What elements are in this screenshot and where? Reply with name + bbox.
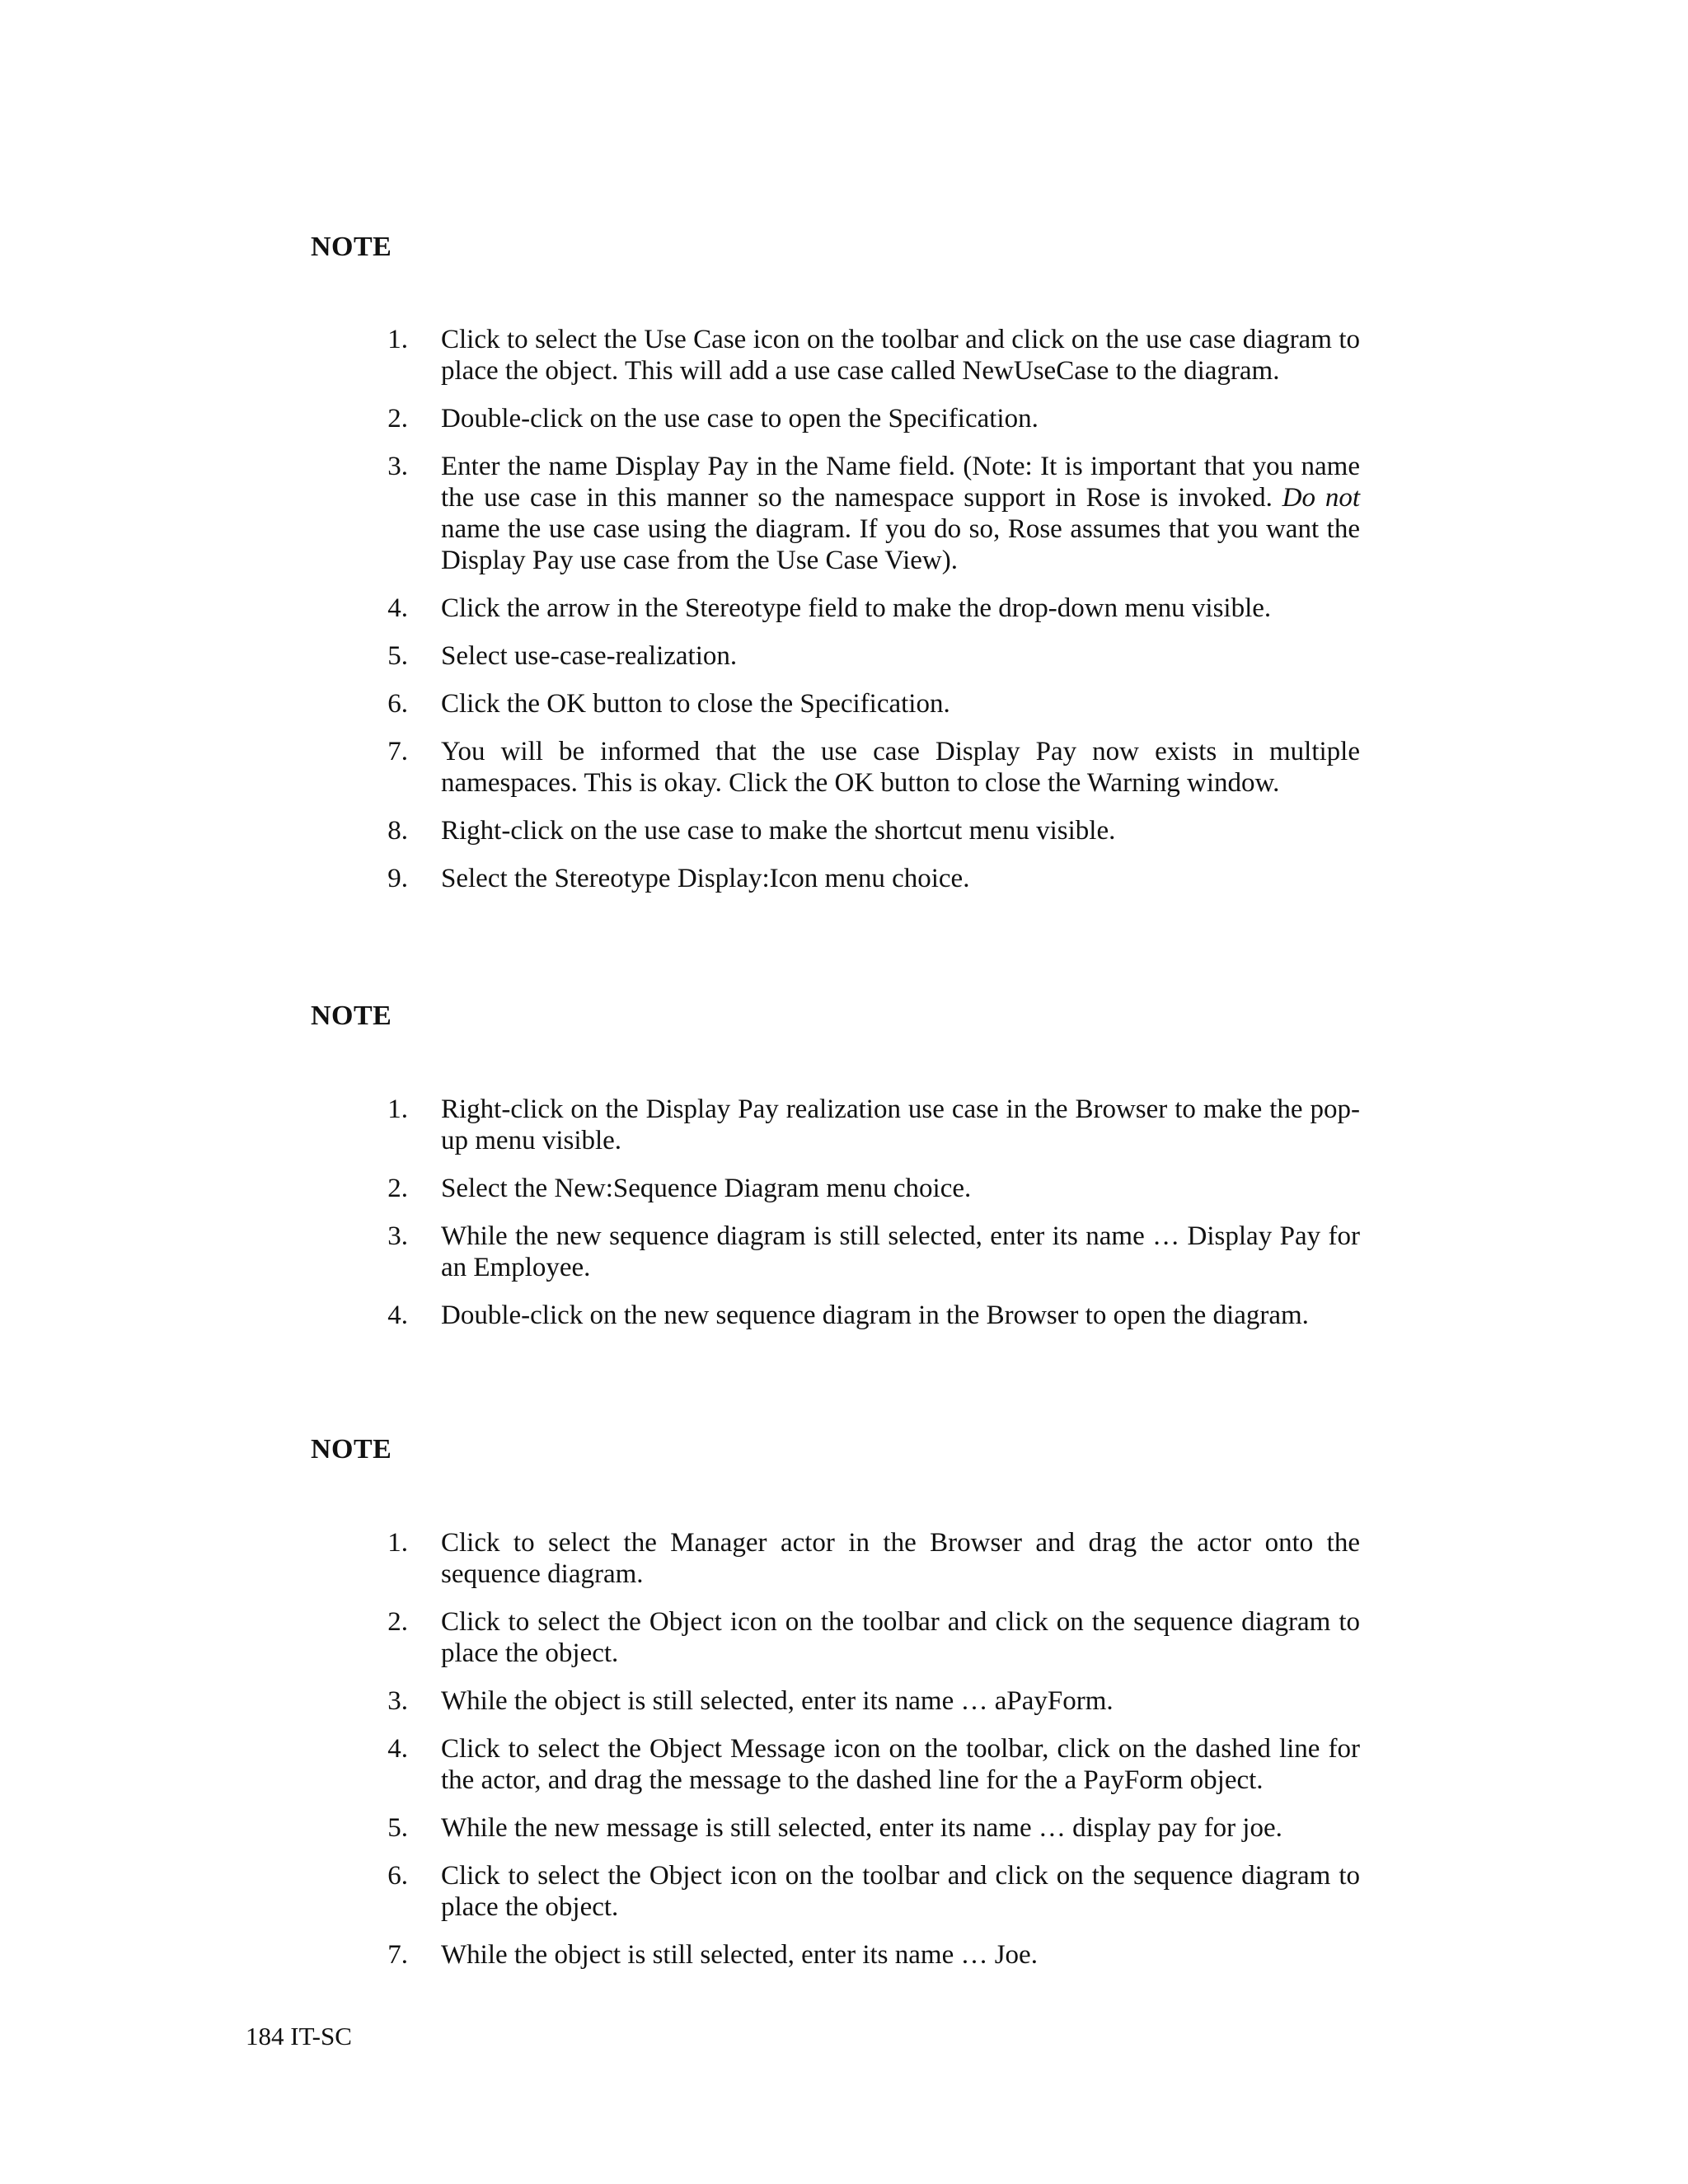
list-item bbox=[354, 324, 1360, 387]
list-item bbox=[354, 1221, 1360, 1283]
step-number: 3 . bbox=[354, 1685, 408, 1717]
step-text bbox=[441, 451, 1360, 576]
step-number: 4 . bbox=[354, 1300, 408, 1331]
step-text: Right-click on the Display Pay realization use case in the Browser to make the pop-up menu visible. bbox=[441, 1094, 1360, 1155]
step-number: 8 . bbox=[354, 815, 408, 846]
instruction-list bbox=[354, 1094, 1360, 1331]
list-item bbox=[354, 815, 1360, 846]
step-number: 6 . bbox=[354, 688, 408, 719]
list-item bbox=[354, 1939, 1360, 1971]
step-number: 2 . bbox=[354, 1173, 408, 1204]
list-item bbox=[354, 1860, 1360, 1923]
instruction-list bbox=[354, 1527, 1360, 1971]
note-heading: NOTE bbox=[311, 1434, 392, 1465]
step-number: 9 . bbox=[354, 863, 408, 894]
step-number: 4 . bbox=[354, 593, 408, 624]
list-item bbox=[354, 1733, 1360, 1796]
step-text: Right-click on the use case to make the shortcut menu visible. bbox=[441, 816, 1116, 846]
list-item bbox=[354, 1300, 1360, 1331]
list-item bbox=[354, 1094, 1360, 1156]
list-item bbox=[354, 1685, 1360, 1717]
step-text: You will be informed that the use case Display Pay now exists in multiple namespaces. This is okay. Click the OK button to close the Warning window. bbox=[441, 737, 1360, 798]
step-text: Click to select the Object Message icon on the toolbar, click on the dashed line for the actor, and drag the message to the dashed line for the a PayForm object. bbox=[441, 1734, 1360, 1795]
step-text: Click the arrow in the Stereotype field to make the drop-down menu visible. bbox=[441, 593, 1272, 623]
step-number: 2 . bbox=[354, 1606, 408, 1638]
step-text-part: name the use case using the diagram. If you do so, Rose assumes that you want the Display Pay use case from the Use Case View). bbox=[441, 514, 1360, 575]
list-item bbox=[354, 1606, 1360, 1669]
step-number: 5 . bbox=[354, 640, 408, 672]
list-item bbox=[354, 1527, 1360, 1590]
step-text: Double-click on the use case to open the Specification. bbox=[441, 404, 1039, 434]
step-number: 4 . bbox=[354, 1733, 408, 1765]
step-number: 2 . bbox=[354, 403, 408, 434]
step-text: While the object is still selected, enter its name … Joe. bbox=[441, 1940, 1038, 1970]
step-text: Click to select the Use Case icon on the toolbar and click on the use case diagram to place the object. This will add a use case called NewUseCase to the diagram. bbox=[441, 325, 1360, 386]
step-number: 1 . bbox=[354, 1527, 408, 1558]
list-item bbox=[354, 863, 1360, 894]
emphasis-text: Do not bbox=[1282, 483, 1361, 513]
step-text: While the new message is still selected, enter its name … display pay for joe. bbox=[441, 1813, 1282, 1843]
instruction-list bbox=[354, 324, 1360, 894]
step-number: 1 . bbox=[354, 1094, 408, 1125]
step-text: While the new sequence diagram is still selected, enter its name … Display Pay for an Employee. bbox=[441, 1221, 1360, 1282]
list-item bbox=[354, 1173, 1360, 1204]
step-number: 7 . bbox=[354, 736, 408, 767]
step-text: Click to select the Object icon on the toolbar and click on the sequence diagram to place the object. bbox=[441, 1607, 1360, 1668]
list-item bbox=[354, 640, 1360, 672]
note-heading: NOTE bbox=[311, 1001, 392, 1031]
step-text: Select use-case-realization. bbox=[441, 641, 738, 671]
list-item bbox=[354, 403, 1360, 434]
step-text: Double-click on the new sequence diagram in the Browser to open the diagram. bbox=[441, 1301, 1309, 1330]
list-item bbox=[354, 1812, 1360, 1844]
step-text: While the object is still selected, enter its name … aPayForm. bbox=[441, 1686, 1114, 1716]
step-number: 6 . bbox=[354, 1860, 408, 1891]
step-text: Click the OK button to close the Specification. bbox=[441, 689, 950, 719]
note-heading: NOTE bbox=[311, 232, 392, 262]
list-item bbox=[354, 451, 1360, 576]
step-number: 3 . bbox=[354, 451, 408, 482]
step-number: 5 . bbox=[354, 1812, 408, 1844]
list-item bbox=[354, 688, 1360, 719]
step-number: 7 . bbox=[354, 1939, 408, 1971]
step-text: Select the Stereotype Display:Icon menu choice. bbox=[441, 864, 970, 893]
page-footer: 184 IT-SC bbox=[246, 2022, 352, 2050]
step-text: Click to select the Manager actor in the Browser and drag the actor onto the sequence diagram. bbox=[441, 1528, 1360, 1589]
step-text-part: Enter the name Display Pay in the Name field. (Note: It is important that you name the use case in this manner so the namespace support in Rose is invoked. bbox=[441, 452, 1360, 513]
list-item bbox=[354, 736, 1360, 799]
step-text: Click to select the Object icon on the toolbar and click on the sequence diagram to place the object. bbox=[441, 1861, 1360, 1922]
step-number: 1 . bbox=[354, 324, 408, 355]
step-text: Select the New:Sequence Diagram menu choice. bbox=[441, 1174, 972, 1203]
step-number: 3 . bbox=[354, 1221, 408, 1252]
list-item bbox=[354, 593, 1360, 624]
